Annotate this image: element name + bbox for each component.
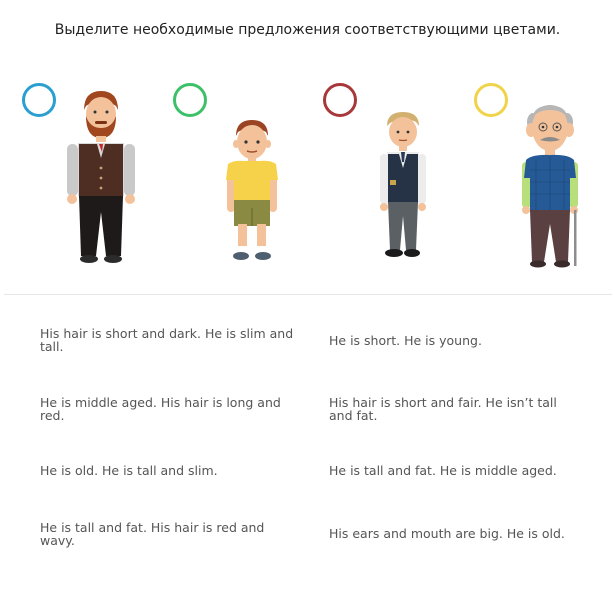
old-man-illustration	[518, 100, 586, 268]
sentence-right-4[interactable]: His ears and mouth are big. He is old.	[329, 526, 565, 541]
sentence-left-1[interactable]: His hair is short and dark. He is slim and tall.	[40, 326, 294, 354]
sentence-right-1[interactable]: He is short. He is young.	[329, 333, 482, 348]
sentence-left-2[interactable]: He is middle aged. His hair is long and red.	[40, 395, 281, 423]
green-color-circle[interactable]	[173, 83, 207, 117]
red-color-circle[interactable]	[323, 83, 357, 117]
sentence-right-2[interactable]: His hair is short and fair. He isn’t tall and fat.	[329, 395, 557, 423]
young-man-illustration	[378, 110, 428, 266]
sentence-right-3[interactable]: He is tall and fat. He is middle aged.	[329, 463, 557, 478]
blue-color-circle[interactable]	[22, 83, 56, 117]
sentence-left-4[interactable]: He is tall and fat. His hair is red and wavy.	[40, 520, 265, 548]
boy-illustration	[224, 118, 280, 266]
yellow-color-circle[interactable]	[474, 83, 508, 117]
instruction-text: Выделите необходимые предложения соответствующими цветами.	[54, 22, 561, 38]
section-divider	[4, 294, 612, 295]
bearded-man-illustration	[62, 88, 142, 270]
sentence-left-3[interactable]: He is old. He is tall and slim.	[40, 463, 218, 478]
